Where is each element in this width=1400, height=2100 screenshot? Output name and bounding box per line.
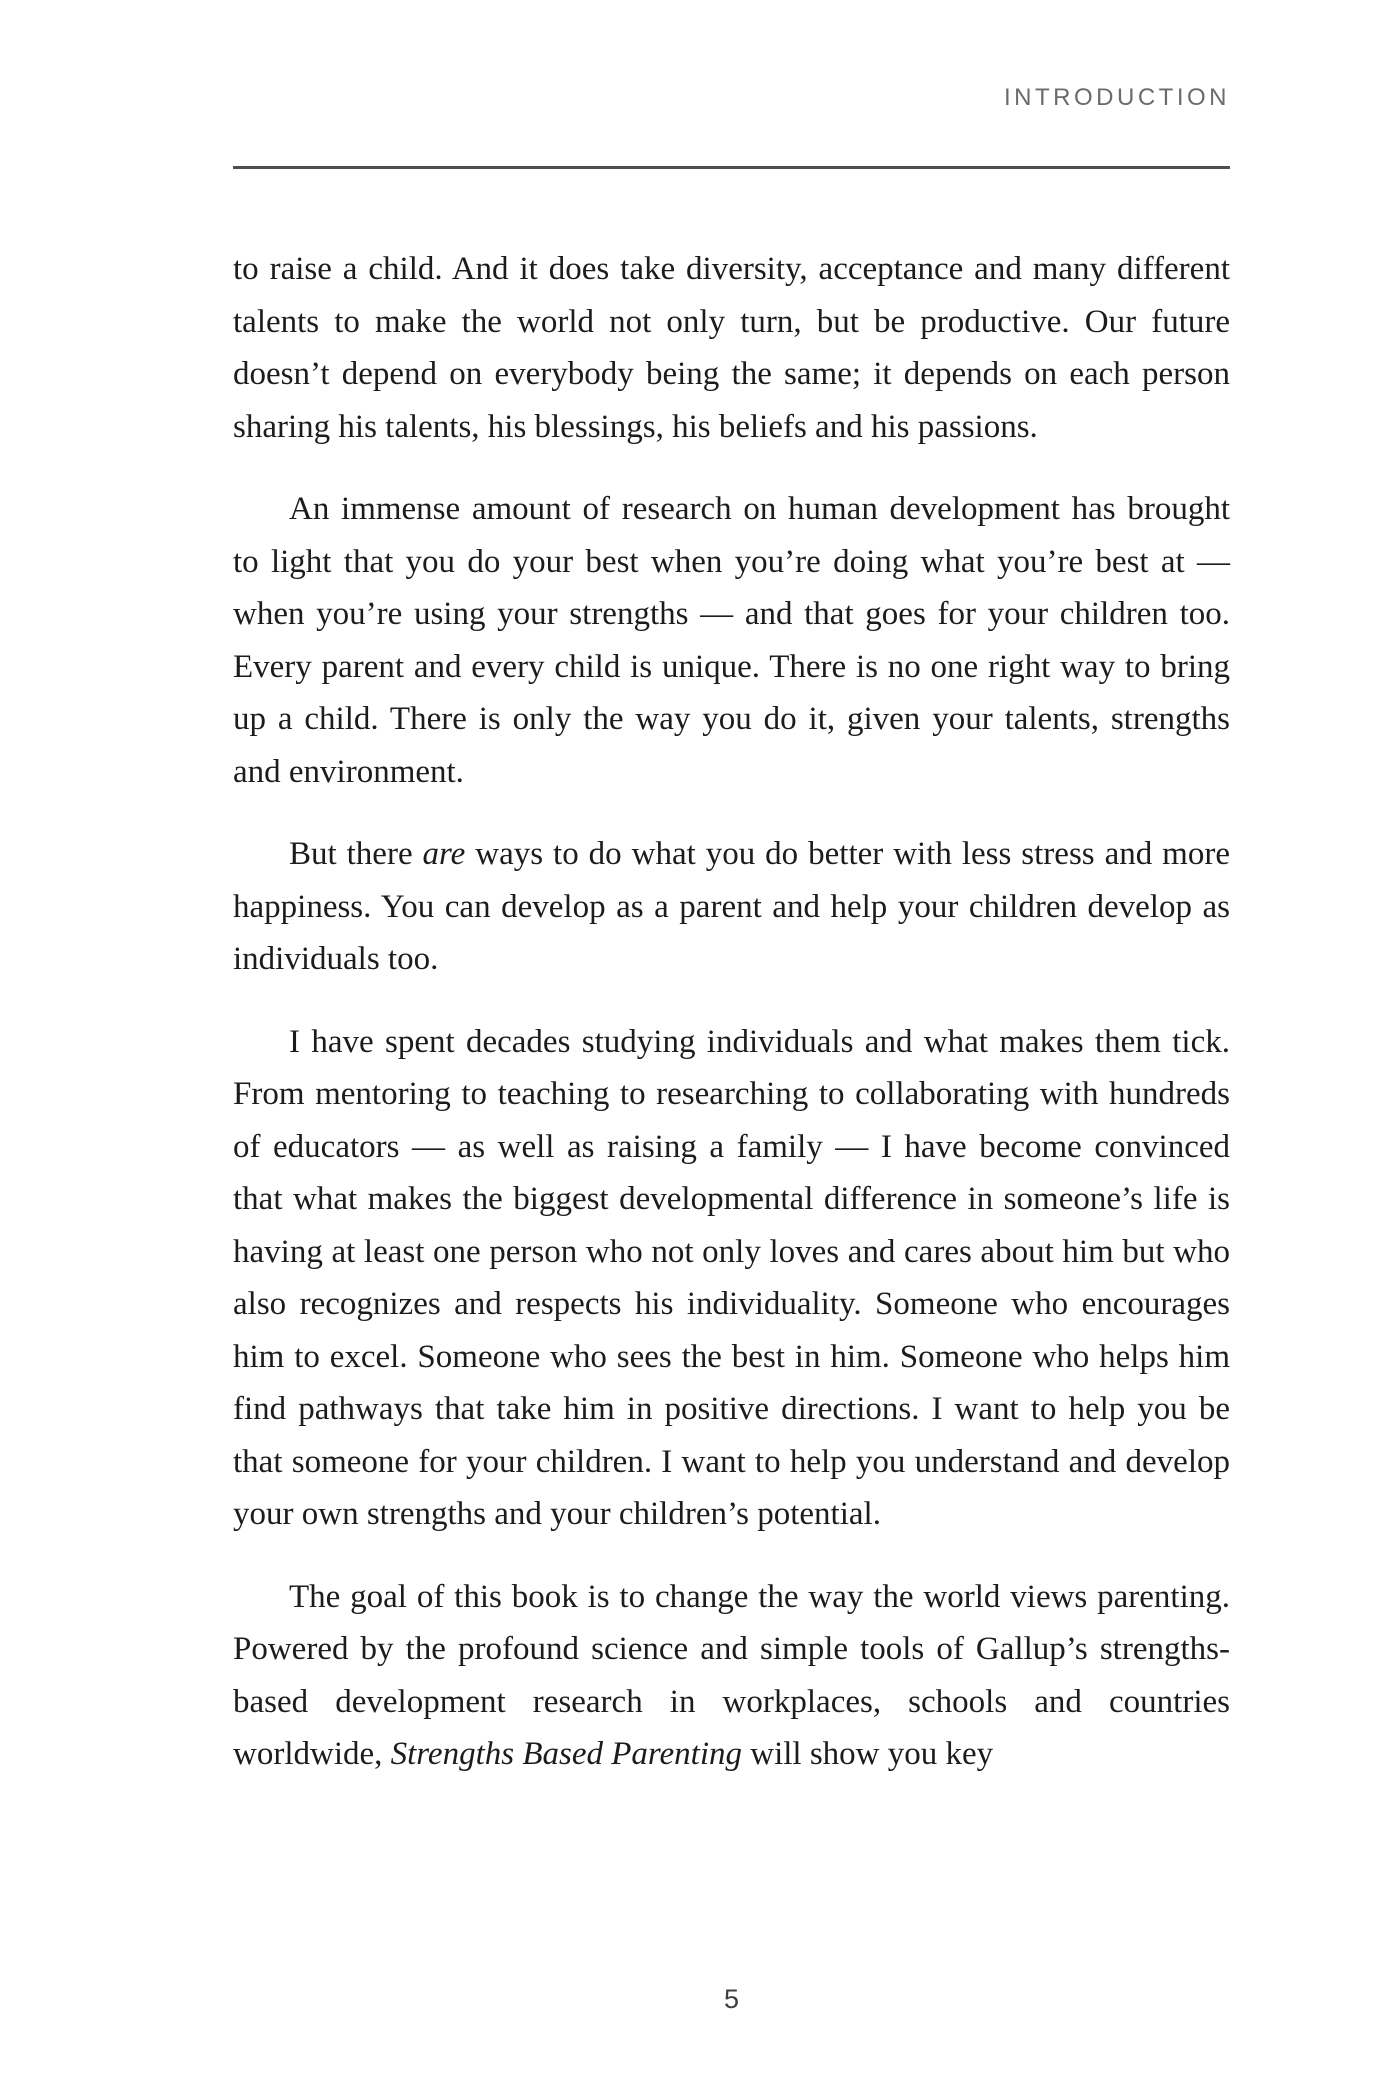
- paragraph: [233, 1016, 1230, 1541]
- page-number: 5: [723, 1984, 740, 2014]
- text-run: to raise a child. And it does take diversity, acceptance and many different talents to make the world not only turn, but be productive. Our future doesn’t depend on everybody being the same; it depends on each person sharing his talents, his blessings, his beliefs and his passions.: [233, 251, 1230, 445]
- paragraph: [233, 483, 1230, 798]
- italic-text-run: Strengths Based Parenting: [390, 1736, 742, 1772]
- text-run: But there: [289, 836, 423, 872]
- italic-text-run: are: [422, 836, 466, 872]
- text-run: ways to do what you do better with less stress and more happiness. You can develop as a parent and help your children develop as individuals too.: [233, 836, 1230, 977]
- text-run: The goal of this book is to change the way the world views parenting. Powered by the profound science and simple tools of Gallup’s strengths-based development research in workplaces, schools and countries worldwide,: [233, 1578, 1230, 1772]
- body-text: [233, 243, 1230, 1781]
- header-rule: [233, 166, 1230, 169]
- paragraph: [233, 1571, 1230, 1781]
- text-run: I have spent decades studying individuals and what makes them tick. From mentoring to teaching to researching to collaborating with hundreds of educators — as well as raising a family — I have become convinced that what makes the biggest developmental difference in someone’s life is having at least one person who not only loves and cares about him but who also recognizes and respects his individuality. Someone who encourages him to excel. Someone who sees the best in him. Someone who helps him find pathways that take him in positive directions. I want to help you be that someone for your children. I want to help you understand and develop your own strengths and your children’s potential.: [233, 1023, 1230, 1532]
- paragraph: [233, 243, 1230, 453]
- text-run: will show you key: [742, 1736, 994, 1772]
- text-run: An immense amount of research on human development has brought to light that you do your best when you’re doing what you’re best at — when you’re using your strengths — and that goes for your children too. Every parent and every child is unique. There is no one right way to bring up a child. There is only the way you do it, given your talents, strengths and environment.: [233, 491, 1230, 790]
- paragraph: [233, 828, 1230, 986]
- running-head: INTRODUCTION: [1004, 84, 1230, 111]
